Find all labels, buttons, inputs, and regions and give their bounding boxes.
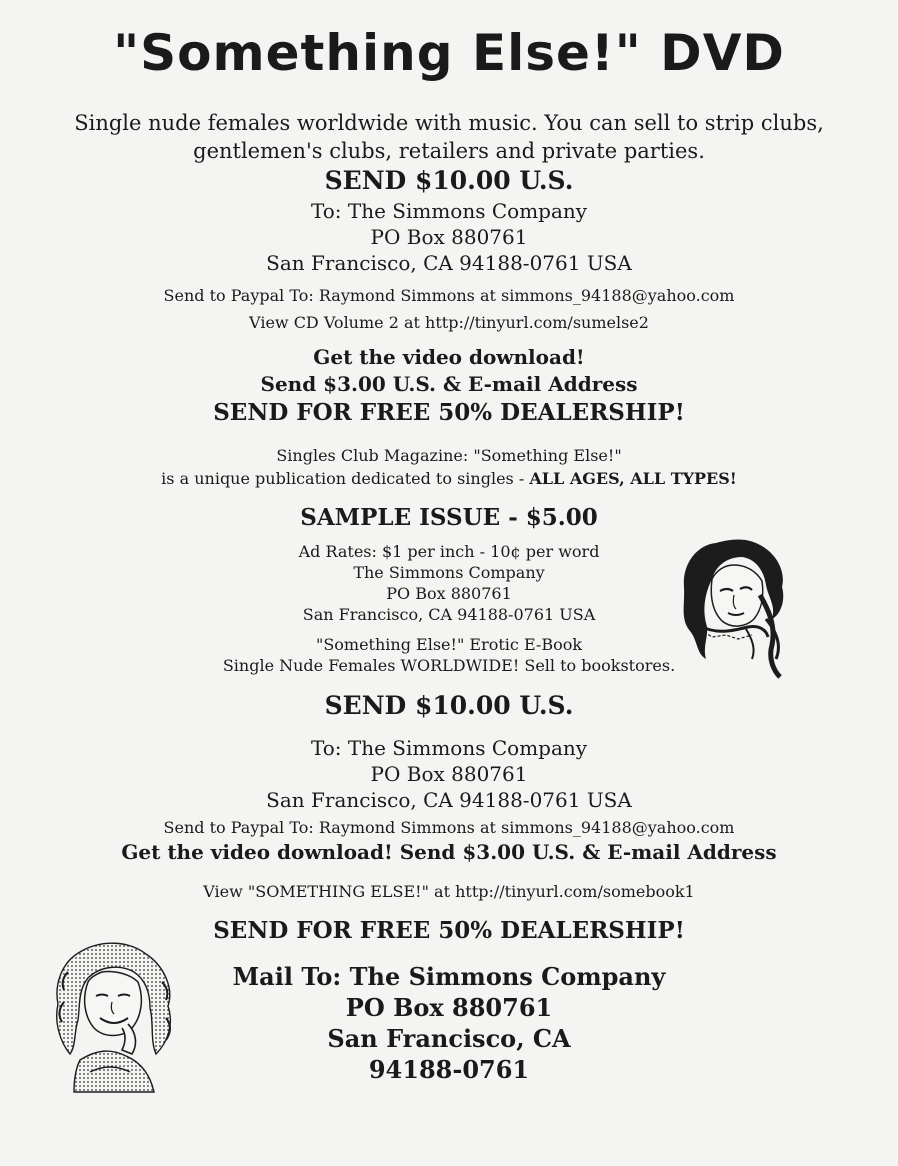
sample-issue-heading: SAMPLE ISSUE - $5.00: [300, 504, 598, 531]
intro-line-2: gentlemen's clubs, retailers and private parties.: [193, 139, 705, 163]
intro-line-1: Single nude females worldwide with music. You can sell to strip clubs,: [74, 111, 824, 135]
video-download-heading-1: Get the video download!: [313, 345, 585, 369]
address-3-box: PO Box 880761: [370, 762, 528, 786]
ad-rates-line: Ad Rates: $1 per inch - 10¢ per word: [298, 542, 600, 561]
magazine-line-1: Singles Club Magazine: "Something Else!": [276, 446, 622, 465]
mail-to-zip: 94188-0761: [368, 1055, 530, 1084]
video-email-combined: Get the video download! Send $3.00 U.S. & E-mail Address: [121, 840, 777, 864]
dealership-heading-1: SEND FOR FREE 50% DEALERSHIP!: [213, 399, 685, 426]
view-cd-line: View CD Volume 2 at http://tinyurl.com/sumelse2: [249, 313, 649, 332]
mail-to-line: Mail To: The Simmons Company: [232, 962, 666, 991]
woman-illustration-right: [676, 535, 788, 680]
send-price-heading-2: SEND $10.00 U.S.: [324, 691, 574, 720]
address-3-city: San Francisco, CA 94188-0761 USA: [266, 788, 632, 812]
magazine-line-2: [0, 469, 898, 488]
mail-to-city: San Francisco, CA: [327, 1024, 571, 1053]
send-price-heading-1: SEND $10.00 U.S.: [324, 166, 574, 195]
mail-to-box: PO Box 880761: [345, 993, 553, 1022]
address-1-to: To: The Simmons Company: [310, 199, 588, 223]
paypal-line-1: Send to Paypal To: Raymond Simmons at simmons_94188@yahoo.com: [163, 286, 735, 305]
ebook-line-2: Single Nude Females WORLDWIDE! Sell to bookstores.: [222, 656, 676, 675]
magazine-line-2-text: is a unique publication dedicated to singles -: [161, 469, 530, 488]
dealership-heading-2: SEND FOR FREE 50% DEALERSHIP!: [213, 917, 685, 944]
address-2-box: PO Box 880761: [386, 584, 512, 603]
flyer-title: "Something Else!" DVD: [113, 24, 785, 82]
magazine-all-ages: ALL AGES, ALL TYPES!: [529, 469, 737, 488]
paypal-line-2: Send to Paypal To: Raymond Simmons at simmons_94188@yahoo.com: [163, 818, 735, 837]
ebook-line-1: "Something Else!" Erotic E-Book: [315, 635, 583, 654]
address-2-company: The Simmons Company: [353, 563, 545, 582]
send-email-heading-1: Send $3.00 U.S. & E-mail Address: [260, 372, 638, 396]
woman-illustration-left: [50, 932, 180, 1100]
address-2-city: San Francisco, CA 94188-0761 USA: [302, 605, 596, 624]
address-1-box: PO Box 880761: [370, 225, 528, 249]
address-1-city: San Francisco, CA 94188-0761 USA: [266, 251, 632, 275]
view-book-line: View "SOMETHING ELSE!" at http://tinyurl.com/somebook1: [203, 882, 695, 901]
address-3-to: To: The Simmons Company: [310, 736, 588, 760]
